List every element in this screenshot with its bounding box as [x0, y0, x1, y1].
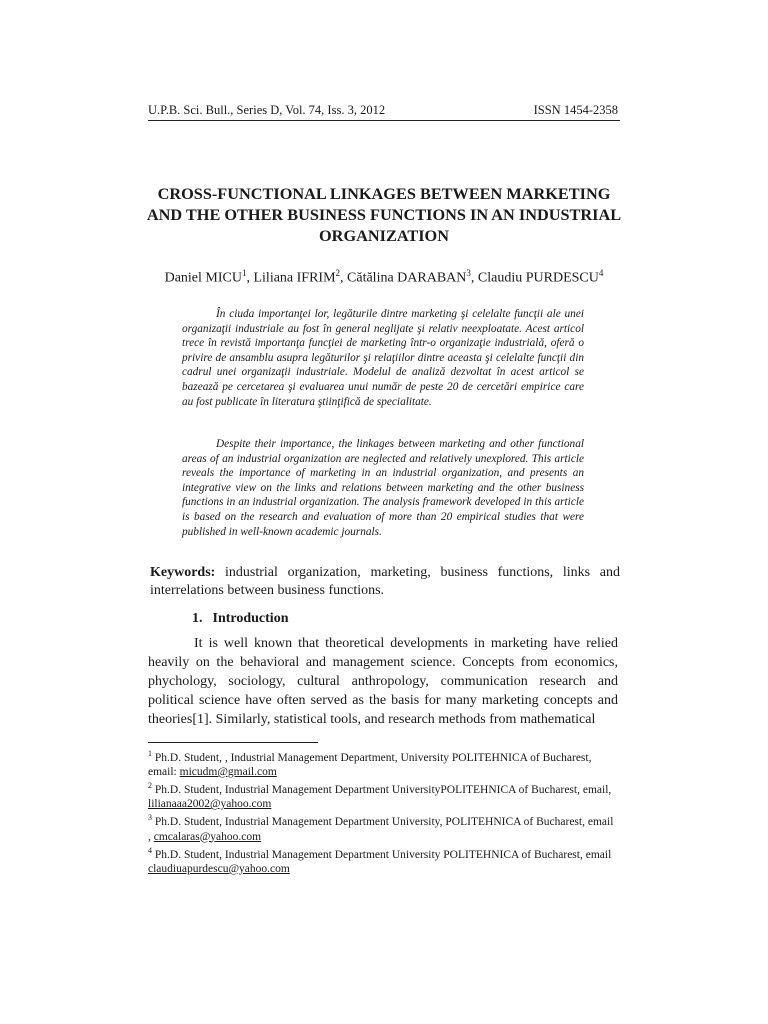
footnote-mark: 4: [148, 845, 152, 855]
footnote-mark: 3: [148, 813, 152, 823]
abstract-english: Despite their importance, the linkages between marketing and other functional areas of an industrial organization are neglected and relatively unexplored. This article reveals the importance of marketing in an industrial organization, and presents an integrative view on the links and relations between marketing and the other business functions in an industrial organization. The analysis framework developed in this article is based on the research and evaluation of more than 20 empirical studies that were published in well-known academic journals.: [182, 438, 584, 538]
footnote-text: Ph.D. Student, Industrial Management Department University, POLITEHNICA of Bucharest, email ,: [148, 816, 614, 843]
footnote: [148, 811, 618, 843]
section-number: 1.: [192, 611, 203, 626]
journal-citation: U.P.B. Sci. Bull., Series D, Vol. 74, Iss. 3, 2012: [148, 103, 386, 117]
footnote-mark: 2: [148, 781, 152, 791]
email-link[interactable]: lilianaaa2002@yahoo.com: [148, 798, 272, 811]
footnote-text: Ph.D. Student, Industrial Management Department UniversityPOLITEHNICA of Bucharest, email,: [154, 784, 612, 797]
author-affiliation-mark: 3: [466, 268, 471, 278]
paper-title: CROSS-FUNCTIONAL LINKAGES BETWEEN MARKETING AND THE OTHER BUSINESS FUNCTIONS IN AN INDUSTRIAL ORGANIZATION: [146, 184, 622, 245]
author-affiliation-mark: 2: [335, 268, 341, 278]
header-rule: [148, 120, 620, 121]
issn: ISSN 1454-2358: [533, 103, 618, 117]
running-header: [148, 103, 618, 120]
footnote-text: Ph.D. Student, Industrial Management Department University POLITEHNICA of Bucharest, email: [154, 848, 612, 861]
section-heading: [192, 611, 288, 627]
author-list: Daniel MICU$^1$, Liliana IFRIM$^2$, Cătălina DARABAN$^3$, Claudiu PURDESCU$^4$: [164, 268, 604, 286]
abstract-romanian: În ciuda importanţei lor, legăturile dintre marketing şi celelalte funcţii ale unei organizaţii industriale au fost în general neglijate şi relativ neexploatate. Acest articol trece în revistă importanţa funcţiei de marketing într-o organizaţie industrială, oferă o privire de ansamblu asupra legăturilor şi relaţiilor dintre aceasta şi celelalte funcţii din cadrul unei organizaţii industriale. Modelul de analiză dezvoltat în acest articol se bazează pe cercetarea şi evaluarea unui număr de peste 20 de cercetări empirice care au fost publicate în literatura ştiinţifică de specialitate.: [182, 308, 584, 408]
keywords-label: Keywords:: [150, 565, 216, 580]
email-link[interactable]: cmcalaras@yahoo.com: [153, 830, 262, 843]
email-link[interactable]: claudiuapurdescu@yahoo.com: [148, 862, 290, 875]
footnote-mark: 1: [148, 749, 152, 758]
section-title: Introduction: [212, 611, 289, 626]
footnote: [148, 747, 618, 779]
author-name: Daniel MICU: [164, 270, 242, 286]
keywords: [150, 564, 620, 600]
footnote-text: Ph.D. Student, , Industrial Management Department, University POLITEHNICA of Bucharest, email:: [148, 751, 592, 779]
footnote-rule: [148, 742, 318, 743]
author-affiliation-mark: 4: [598, 268, 604, 278]
footnote: [148, 779, 618, 811]
author-name: Cătălina DARABAN: [347, 270, 467, 286]
author-name: Liliana IFRIM: [253, 270, 336, 286]
body-paragraph: It is well known that theoretical developments in marketing have relied heavily on the behavioral and management science. Concepts from economics, phychology, sociology, cultural anthropology, communication research and political science have often served as the basis for many marketing concepts and theories[1]. Similarly, statistical tools, and research methods from mathematical: [148, 636, 618, 727]
author-affiliation-mark: 1: [241, 268, 247, 278]
keywords-text: industrial organization, marketing, business functions, links and interrelations between business functions.: [150, 565, 620, 598]
author-name: Claudiu PURDESCU: [477, 270, 599, 286]
email-link[interactable]: micudm@gmail.com: [179, 766, 277, 779]
footnote: [148, 844, 618, 876]
footnotes: [148, 747, 618, 876]
